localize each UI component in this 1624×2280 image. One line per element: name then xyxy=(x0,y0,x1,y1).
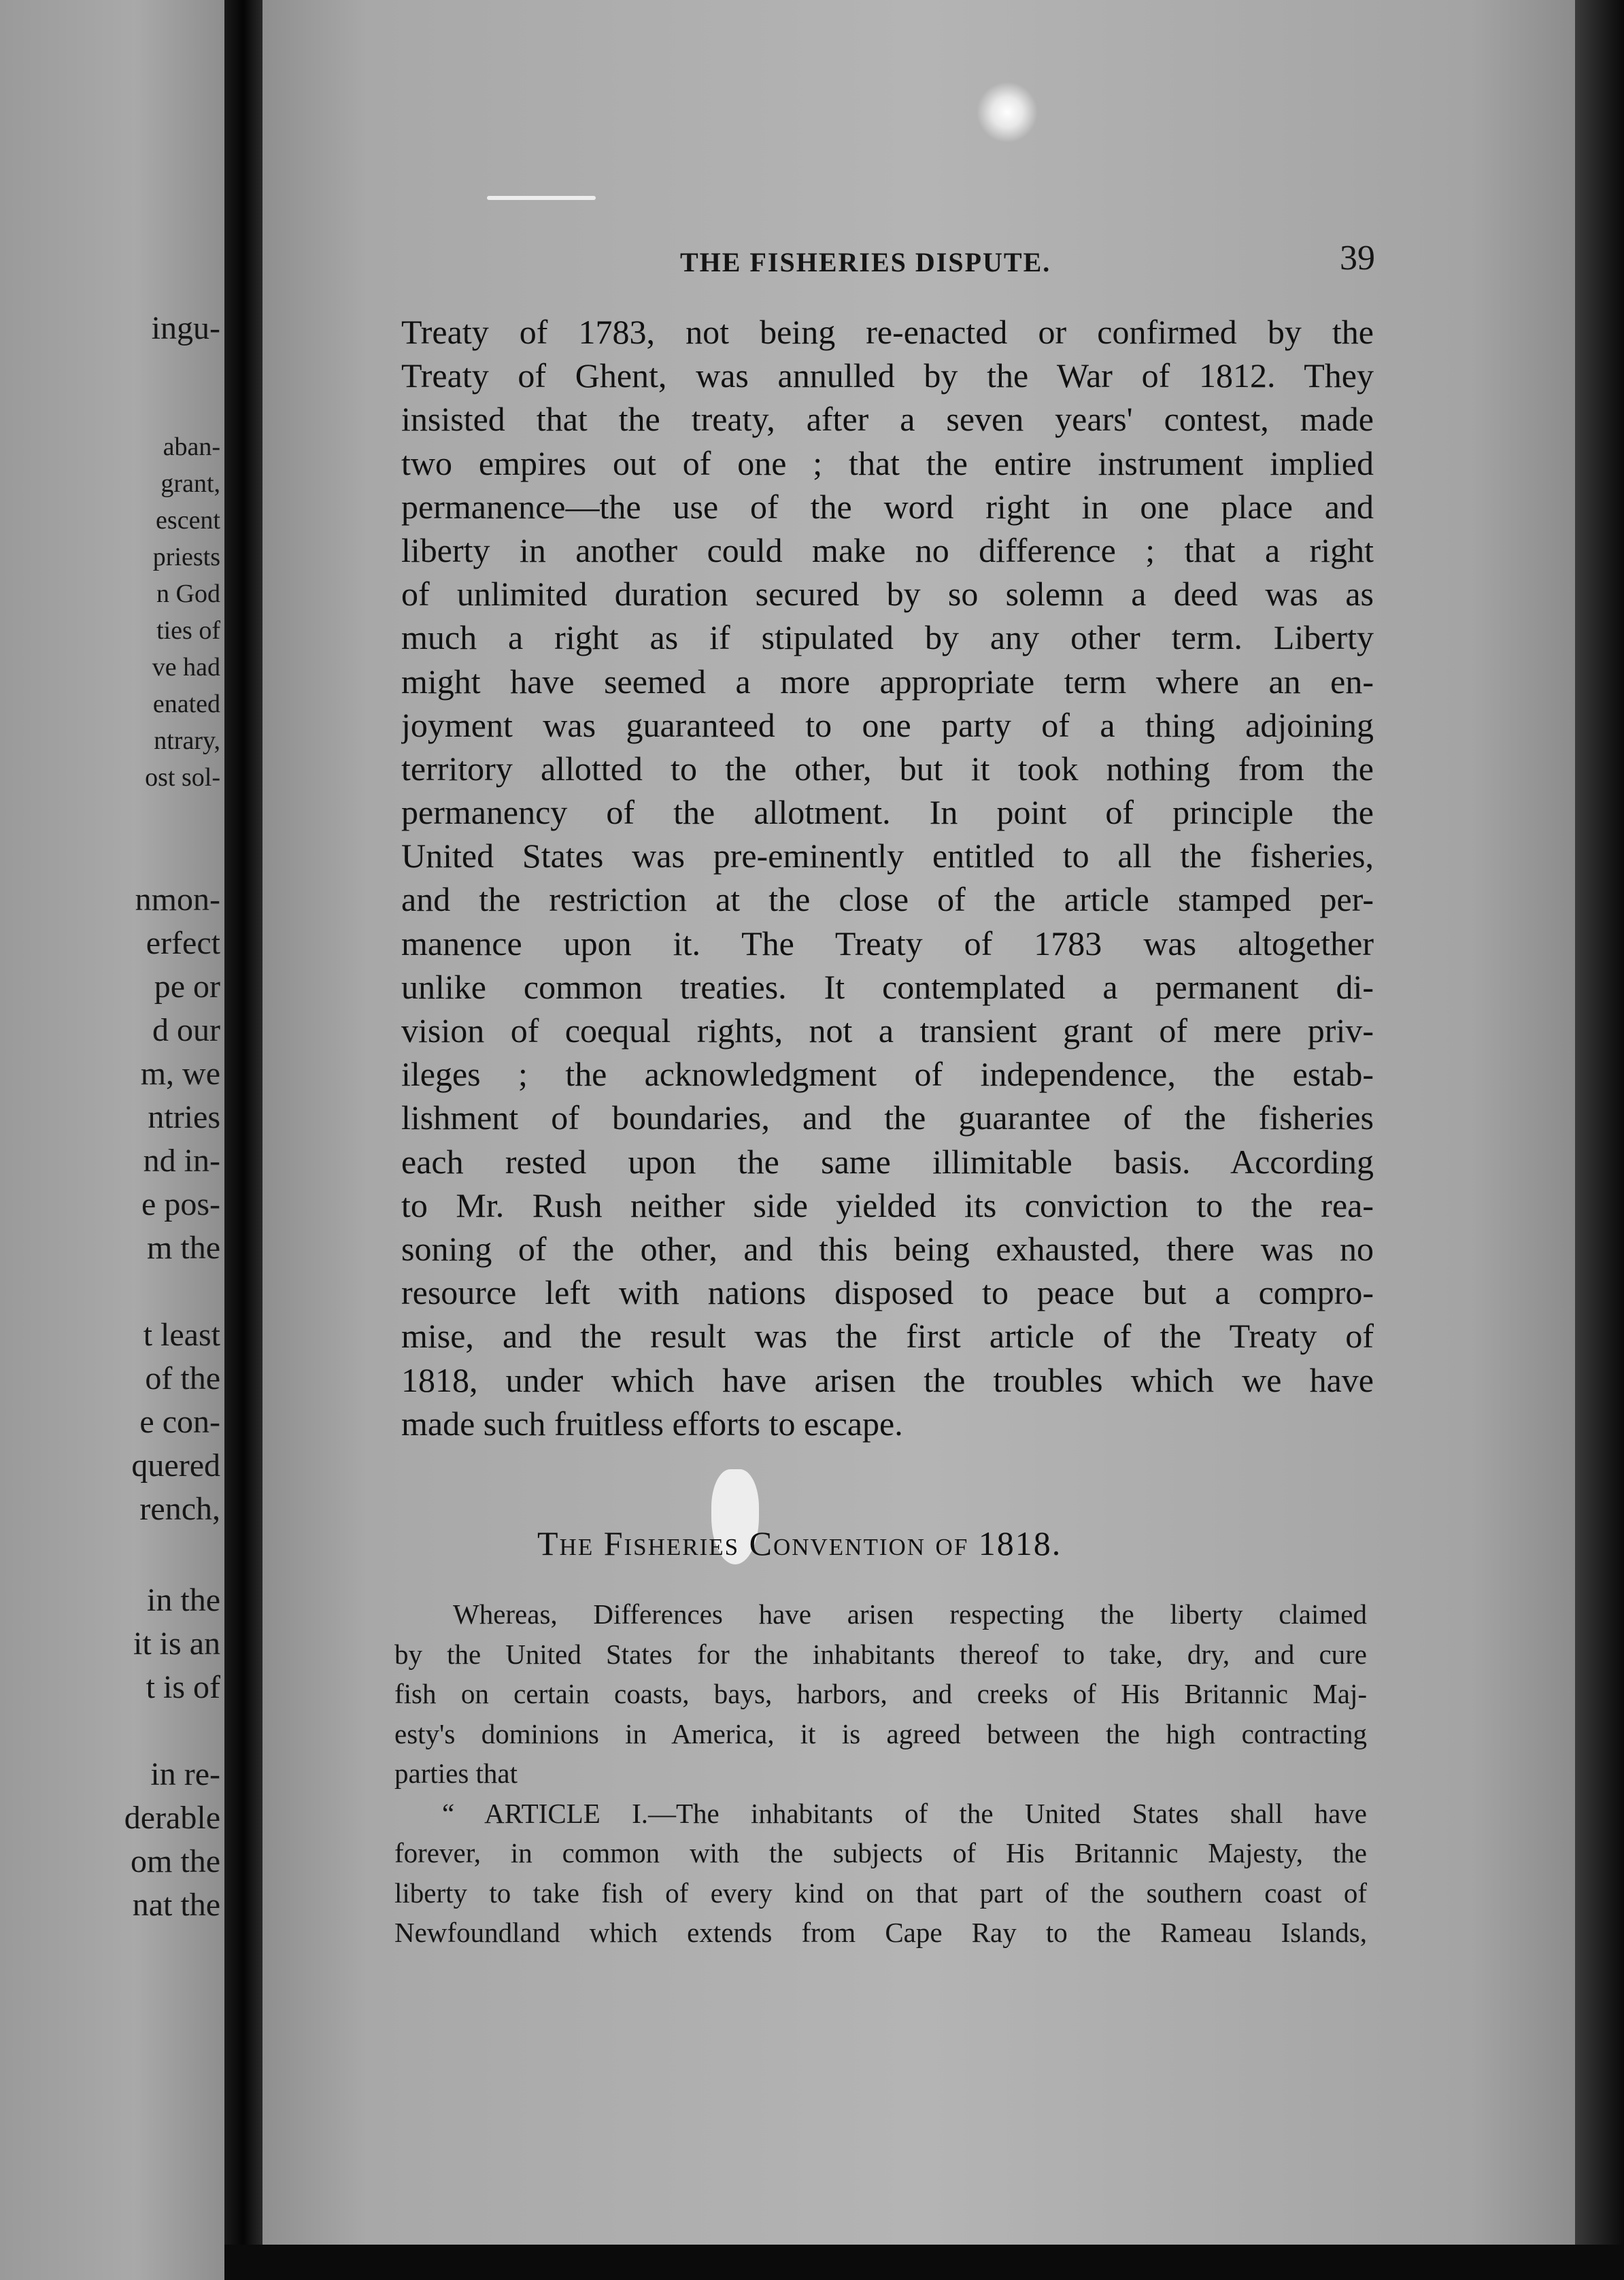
body-line: and the restriction at the close of the article stamped per- xyxy=(401,880,1374,919)
left-line: nd in- xyxy=(143,1143,220,1179)
treaty-line: fish on certain coasts, bays, harbors, and creeks of His Britannic Maj- xyxy=(394,1678,1367,1709)
body-line: made such fruitless efforts to escape. xyxy=(401,1404,903,1443)
left-line: ve had xyxy=(152,653,220,682)
left-line: m, we xyxy=(140,1056,220,1092)
body-line: Treaty of Ghent, was annulled by the War of 1812. They xyxy=(401,356,1374,395)
page-bottom-shadow xyxy=(224,2245,1624,2280)
body-line: soning of the other, and this being exhausted, there was no xyxy=(401,1229,1374,1268)
left-line: pe or xyxy=(154,969,220,1005)
body-line: each rested upon the same illimitable basis. According xyxy=(401,1142,1374,1181)
body-line: manence upon it. The Treaty of 1783 was altogether xyxy=(401,924,1374,962)
left-line: n God xyxy=(156,580,220,608)
page-number: 39 xyxy=(1340,239,1375,278)
left-line: of the xyxy=(145,1360,220,1396)
left-line: ingu- xyxy=(151,310,220,346)
treaty-line: esty's dominions in America, it is agreed between the high contracting xyxy=(394,1717,1367,1749)
body-line: to Mr. Rush neither side yielded its conviction to the rea- xyxy=(401,1186,1374,1224)
left-line: enated xyxy=(152,690,220,718)
paper-scratch xyxy=(487,196,596,200)
running-head: THE FISHERIES DISPUTE. xyxy=(680,247,1051,278)
treaty-excerpt xyxy=(394,1594,1367,1953)
left-line: priests xyxy=(152,543,220,571)
body-line: might have seemed a more appropriate term where an en- xyxy=(401,662,1374,701)
left-line: grant, xyxy=(160,469,220,498)
treaty-line: liberty to take fish of every kind on that part of the southern coast of xyxy=(394,1877,1367,1909)
body-line: vision of coequal rights, not a transient grant of mere priv- xyxy=(401,1011,1374,1050)
left-line: rench, xyxy=(139,1491,220,1527)
body-line: 1818, under which have arisen the troubles which we have xyxy=(401,1360,1374,1399)
body-paragraph xyxy=(401,310,1374,1445)
treaty-line: by the United States for the inhabitants thereof to take, dry, and cure xyxy=(394,1638,1367,1670)
body-line: Treaty of 1783, not being re-enacted or confirmed by the xyxy=(401,313,1374,351)
body-line: resource left with nations disposed to peace but a compro- xyxy=(401,1273,1374,1312)
body-line: insisted that the treaty, after a seven years' contest, made xyxy=(401,400,1374,439)
left-line: d our xyxy=(152,1012,220,1048)
body-line: liberty in another could make no difference ; that a right xyxy=(401,531,1374,569)
body-line: two empires out of one ; that the entire instrument implied xyxy=(401,443,1374,482)
page-right-shadow xyxy=(1575,0,1624,2280)
treaty-line: Whereas, Differences have arisen respecting the liberty claimed xyxy=(453,1598,1367,1630)
section-title: The Fisheries Convention of 1818. xyxy=(537,1524,1062,1562)
left-line: om the xyxy=(131,1843,220,1879)
left-line: erfect xyxy=(146,925,220,961)
left-line: t is of xyxy=(146,1669,220,1705)
light-glare xyxy=(977,82,1038,143)
left-line: e pos- xyxy=(141,1186,220,1222)
left-line: escent xyxy=(156,506,220,535)
body-line: territory allotted to the other, but it took nothing from the xyxy=(401,749,1374,788)
treaty-line: forever, in common with the subjects of His Britannic Majesty, the xyxy=(394,1837,1367,1868)
left-line: ntries xyxy=(148,1099,220,1135)
book-gutter xyxy=(224,0,263,2280)
body-line: mise, and the result was the first article of the Treaty of xyxy=(401,1317,1374,1356)
left-line: ntrary, xyxy=(154,726,220,755)
left-line: in re- xyxy=(150,1756,220,1792)
left-line: nmon- xyxy=(135,882,220,918)
body-line: joyment was guaranteed to one party of a thing adjoining xyxy=(401,705,1374,744)
treaty-line: parties that xyxy=(394,1758,518,1789)
left-line: in the xyxy=(147,1582,220,1618)
left-line: ties of xyxy=(156,616,220,645)
treaty-line: Newfoundland which extends from Cape Ray to the Rameau Islands, xyxy=(394,1917,1367,1948)
left-line: t least xyxy=(143,1317,220,1353)
left-line: it is an xyxy=(133,1626,220,1662)
left-line: nat the xyxy=(132,1887,220,1923)
body-line: of unlimited duration secured by so solemn a deed was as xyxy=(401,575,1374,614)
body-line: permanency of the allotment. In point of principle the xyxy=(401,793,1374,832)
left-line: e con- xyxy=(139,1404,220,1440)
body-line: permanence—the use of the word right in one place and xyxy=(401,487,1374,526)
left-line: m the xyxy=(147,1230,220,1266)
body-line: much a right as if stipulated by any other term. Liberty xyxy=(401,618,1374,657)
body-line: ileges ; the acknowledgment of independence, the estab- xyxy=(401,1055,1374,1094)
body-line: United States was pre-eminently entitled to all the fisheries, xyxy=(401,837,1374,875)
left-line: quered xyxy=(131,1447,220,1483)
treaty-line: “ ARTICLE I.—The inhabitants of the United States shall have xyxy=(442,1797,1367,1829)
facing-page-fragment xyxy=(0,0,224,2280)
body-line: lishment of boundaries, and the guarantee of the fisheries xyxy=(401,1099,1374,1137)
body-line: unlike common treaties. It contemplated a permanent di- xyxy=(401,967,1374,1006)
left-line: derable xyxy=(124,1800,220,1836)
left-line: aban- xyxy=(163,433,220,461)
left-line: ost sol- xyxy=(145,763,220,792)
